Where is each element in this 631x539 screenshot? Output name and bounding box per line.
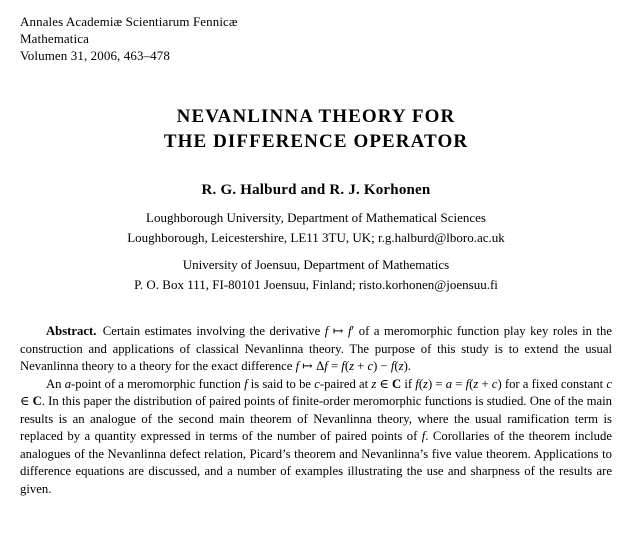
affiliation-address-line: P. O. Box 111, FI-80101 Joensuu, Finland; risto.korhonen@joensuu.fi <box>134 277 498 292</box>
abstract-section <box>20 323 612 498</box>
affiliation-dept-line: University of Joensuu, Department of Mathematics <box>182 257 450 272</box>
affiliation-dept-line: Loughborough University, Department of Mathematical Sciences <box>146 210 486 225</box>
journal-series-line: Mathematica <box>20 31 89 46</box>
journal-volume-line: Volumen 31, 2006, 463–478 <box>20 48 170 63</box>
paper-title <box>20 104 612 154</box>
authors-line: R. G. Halburd and R. J. Korhonen <box>201 182 431 198</box>
abstract-paragraph-2: An a-point of a meromorphic function f is said to be c-paired at z ∈ C if f(z) = a = f(z + c) for a fixed constant c ∈ C. In this paper the distribution of paired points of finite-order meromorphic functions is studied. One of the main results is an analogue of the second main theorem of Nevanlinna theory, where the usual ramification term is replaced by a quantity expressed in terms of the number of paired points of f. Corollaries of the theorem include analogues of the Nevanlinna defect relation, Picard’s theorem and Nevanlinna’s five value theorem. Applications to difference equations are discussed, and a number of examples illustrating the use and sharpness of the results are given. <box>20 376 612 496</box>
journal-header <box>20 13 612 64</box>
paper-title-line-2: THE DIFFERENCE OPERATOR <box>163 131 469 152</box>
paper-title-line-1: NEVANLINNA THEORY FOR <box>176 106 456 127</box>
affiliation-korhonen <box>20 255 612 295</box>
affiliation-address-line: Loughborough, Leicestershire, LE11 3TU, UK; r.g.halburd@lboro.ac.uk <box>127 230 505 245</box>
journal-name-line: Annales Academiæ Scientiarum Fennicæ <box>20 14 238 29</box>
affiliation-halburd <box>20 208 612 248</box>
abstract-paragraph-1: Abstract. Certain estimates involving the derivative f ↦ f′ of a meromorphic function play key roles in the construction and applications of classical Nevanlinna theory. The purpose of this study is to extend the usual Nevanlinna theory to a theory for the exact difference f ↦ Δf = f(z + c) − f(z). <box>20 324 612 373</box>
